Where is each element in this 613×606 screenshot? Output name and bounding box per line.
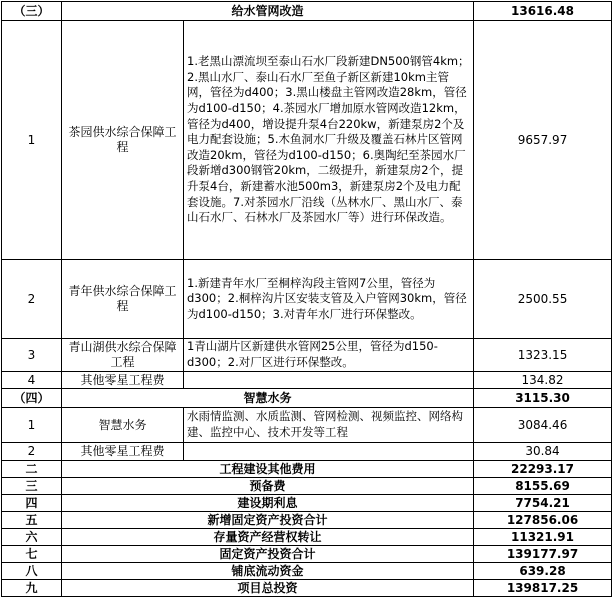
summary-title: 铺底流动资金 bbox=[62, 563, 474, 580]
section-row bbox=[2, 2, 612, 21]
row-number: 二 bbox=[2, 461, 62, 478]
table-row bbox=[2, 443, 612, 461]
summary-row bbox=[2, 529, 612, 546]
project-name: 其他零星工程费 bbox=[62, 443, 184, 461]
investment-table bbox=[1, 1, 612, 597]
row-number: 1 bbox=[2, 408, 62, 443]
row-amount: 13616.48 bbox=[474, 2, 612, 21]
project-name: 其他零星工程费 bbox=[62, 372, 184, 389]
summary-row bbox=[2, 495, 612, 512]
row-number: 4 bbox=[2, 372, 62, 389]
project-description bbox=[184, 443, 474, 461]
project-name: 智慧水务 bbox=[62, 408, 184, 443]
table-row bbox=[2, 260, 612, 339]
summary-row bbox=[2, 546, 612, 563]
table-row bbox=[2, 339, 612, 372]
row-amount: 3115.30 bbox=[474, 389, 612, 408]
row-amount: 127856.06 bbox=[474, 512, 612, 529]
row-number: 2 bbox=[2, 260, 62, 339]
summary-title: 工程建设其他费用 bbox=[62, 461, 474, 478]
row-amount: 7754.21 bbox=[474, 495, 612, 512]
project-description bbox=[184, 372, 474, 389]
row-number: 七 bbox=[2, 546, 62, 563]
row-amount: 3084.46 bbox=[474, 408, 612, 443]
project-name: 茶园供水综合保障工程 bbox=[62, 21, 184, 260]
summary-row bbox=[2, 478, 612, 495]
summary-title: 项目总投资 bbox=[62, 580, 474, 597]
summary-row bbox=[2, 563, 612, 580]
row-amount: 134.82 bbox=[474, 372, 612, 389]
summary-title: 新增固定资产投资合计 bbox=[62, 512, 474, 529]
row-number: 四 bbox=[2, 495, 62, 512]
row-number: 八 bbox=[2, 563, 62, 580]
row-number: 九 bbox=[2, 580, 62, 597]
row-number: 六 bbox=[2, 529, 62, 546]
summary-title: 固定资产投资合计 bbox=[62, 546, 474, 563]
row-number: 五 bbox=[2, 512, 62, 529]
row-number: （四） bbox=[2, 389, 62, 408]
row-amount: 1323.15 bbox=[474, 339, 612, 372]
project-description: 1.新建青年水厂至桐梓沟段主管网7公里，管径为d300；2.桐梓沟片区安装支管及入户管网30km，管径为d100-d150；3.对青年水厂进行环保整改。 bbox=[184, 260, 474, 339]
summary-title: 预备费 bbox=[62, 478, 474, 495]
project-description: 1.老黑山漂流坝至泰山石水厂段新建DN500钢管4km；2.黑山水厂、泰山石水厂至鱼子新区新建10km主管网，管径为d400；3.黑山楼盘主管网改造28km，管径为d100-d150；4.茶园水厂增加原水管网改造12km，管径为d400，增设提升泵4台220kw，新建泵房2个及电力配套设施；5.木鱼洞水厂升级及覆盖石林片区管网改造20km，管径为d100-d150；6.奥陶纪至茶园水厂段新增d300钢管20km，二级提升，新建泵房2个，提升泵4台，新建蓄水池500m3，新建泵房2个及电力配套设施。7.对茶园水厂沿线（丛林水厂、黑山水厂、泰山石水厂、石林水厂及茶园水厂等）进行环保改造。 bbox=[184, 21, 474, 260]
row-amount: 639.28 bbox=[474, 563, 612, 580]
row-number: （三） bbox=[2, 2, 62, 21]
row-amount: 9657.97 bbox=[474, 21, 612, 260]
project-description: 水雨情监测、水质监测、管网检测、视频监控、网络构建、监控中心、技术开发等工程 bbox=[184, 408, 474, 443]
section-title: 给水管网改造 bbox=[62, 2, 474, 21]
row-amount: 139177.97 bbox=[474, 546, 612, 563]
row-amount: 30.84 bbox=[474, 443, 612, 461]
table-row bbox=[2, 21, 612, 260]
project-name: 青山湖供水综合保障工程 bbox=[62, 339, 184, 372]
row-number: 3 bbox=[2, 339, 62, 372]
section-title: 智慧水务 bbox=[62, 389, 474, 408]
row-number: 1 bbox=[2, 21, 62, 260]
project-name: 青年供水综合保障工程 bbox=[62, 260, 184, 339]
table-row bbox=[2, 408, 612, 443]
row-amount: 8155.69 bbox=[474, 478, 612, 495]
row-amount: 11321.91 bbox=[474, 529, 612, 546]
row-number: 2 bbox=[2, 443, 62, 461]
summary-row bbox=[2, 461, 612, 478]
row-amount: 139817.25 bbox=[474, 580, 612, 597]
summary-row bbox=[2, 512, 612, 529]
row-number: 三 bbox=[2, 478, 62, 495]
summary-row bbox=[2, 580, 612, 597]
project-description: 1青山湖片区新建供水管网25公里，管径为d150-d300；2.对厂区进行环保整改。 bbox=[184, 339, 474, 372]
row-amount: 22293.17 bbox=[474, 461, 612, 478]
table-row bbox=[2, 372, 612, 389]
summary-title: 存量资产经营权转让 bbox=[62, 529, 474, 546]
summary-title: 建设期利息 bbox=[62, 495, 474, 512]
section-row bbox=[2, 389, 612, 408]
row-amount: 2500.55 bbox=[474, 260, 612, 339]
